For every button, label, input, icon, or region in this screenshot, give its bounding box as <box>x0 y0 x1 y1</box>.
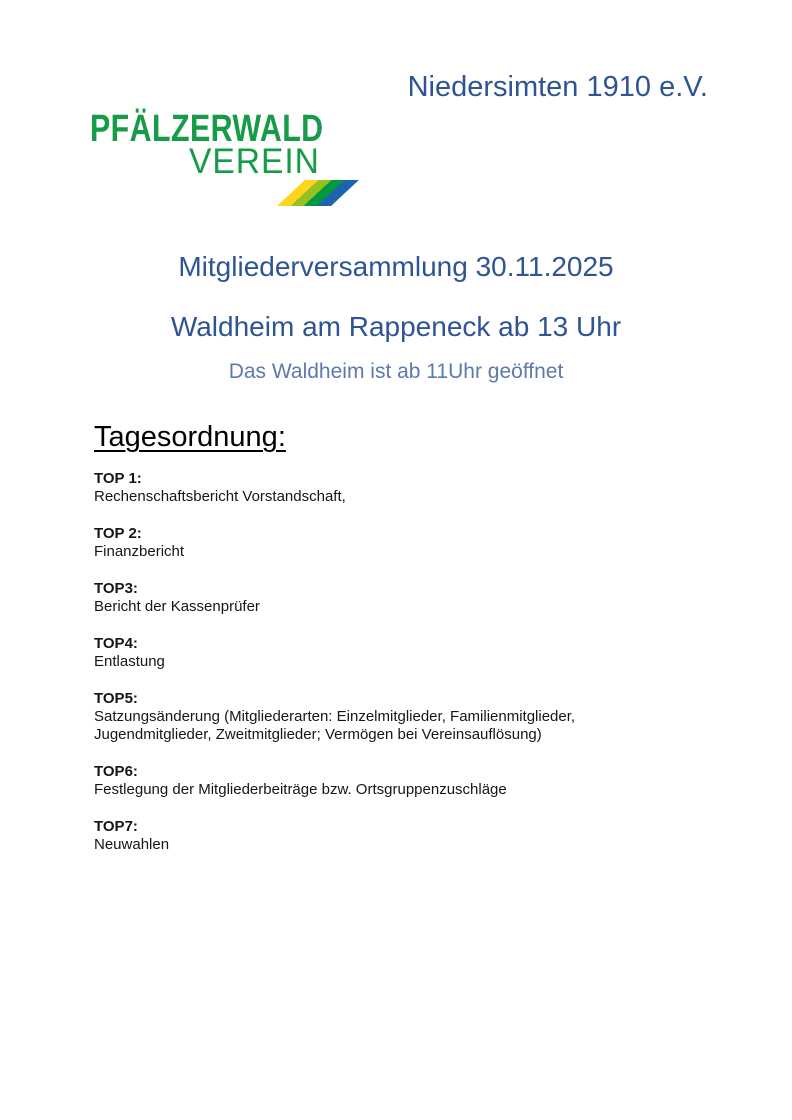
pfaelzerwald-verein-logo <box>90 110 370 215</box>
agenda-item-label: TOP6: <box>94 763 138 780</box>
agenda-item-text: Rechenschaftsbericht Vorstandschaft, <box>94 488 346 505</box>
agenda-item-label: TOP 2: <box>94 525 142 542</box>
logo-wordmark-line1: PFÄLZERWALD <box>90 108 324 150</box>
agenda-item-label: TOP7: <box>94 818 138 835</box>
agenda-item-top5 <box>94 690 679 744</box>
logo-wordmark-line2: VEREIN <box>189 142 320 181</box>
agenda-item-text: Entlastung <box>94 653 165 670</box>
agenda-item-top2 <box>94 525 679 561</box>
location-heading: Waldheim am Rappeneck ab 13 Uhr <box>170 311 622 342</box>
agenda-item-text: Neuwahlen <box>94 836 170 853</box>
club-title: Niedersimten 1910 e.V. <box>407 71 708 103</box>
agenda-item-top7 <box>94 818 679 854</box>
agenda-item-text: Satzungsänderung (Mitgliederarten: Einzelmitglieder, Familienmitglieder, Jugendmitglieder, Zweitmitglieder; Vermögen bei Vereinsauflösung) <box>94 708 576 743</box>
agenda-item-top6 <box>94 763 679 799</box>
agenda-item-text: Bericht der Kassenprüfer <box>94 598 260 615</box>
agenda-item-label: TOP 1: <box>94 470 142 487</box>
opening-note: Das Waldheim ist ab 11Uhr geöffnet <box>228 360 564 383</box>
logo-stripes-icon <box>277 180 359 206</box>
agenda-item-text: Finanzbericht <box>94 543 185 560</box>
agenda-item-top4 <box>94 635 679 671</box>
agenda-item-top1 <box>94 470 679 506</box>
agenda-item-text: Festlegung der Mitgliederbeiträge bzw. Ortsgruppenzuschläge <box>94 781 507 798</box>
agenda-section <box>94 419 679 873</box>
agenda-item-label: TOP4: <box>94 635 138 652</box>
meeting-heading: Mitgliederversammlung 30.11.2025 <box>178 251 614 282</box>
agenda-item-top3 <box>94 580 679 616</box>
agenda-item-label: TOP5: <box>94 690 138 707</box>
agenda-item-label: TOP3: <box>94 580 138 597</box>
agenda-title: Tagesordnung: <box>94 421 286 453</box>
